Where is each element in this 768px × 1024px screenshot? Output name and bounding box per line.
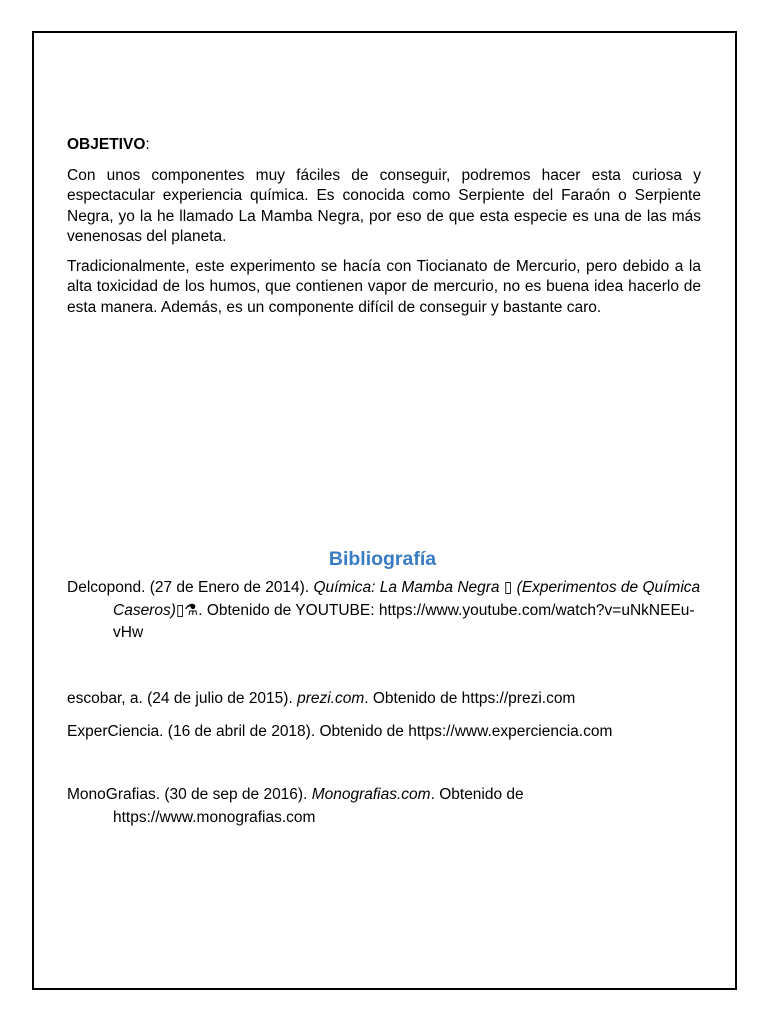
bib-author-date: Delcopond. (27 de Enero de 2014). — [67, 579, 314, 596]
bib-source: . Obtenido de YOUTUBE: https://www.youtube.com/watch?v=uNkNEEu-vHw — [113, 601, 695, 641]
bibliography-entry — [67, 688, 707, 711]
objective-paragraph-2: Tradicionalmente, este experimento se hacía con Tiocianato de Mercurio, pero debido a la alta toxicidad de los humos, que contienen vapor de mercurio, no es buena idea hacerlo de esta manera. Además, es un componente difícil de conseguir y bastante caro. — [67, 257, 701, 316]
objective-paragraph-1: Con unos componentes muy fáciles de conseguir, podremos hacer esta curiosa y espectacular experiencia química. Es conocida como Serpiente del Faraón o Serpiente Negra, yo la he llamado La Mamba Negra, por eso de que esta especie es una de las más venenosas del planeta. — [67, 166, 701, 245]
bib-author-date: MonoGrafias. (30 de sep de 2016). — [67, 786, 312, 803]
bib-title-italic: Monografias.com — [311, 786, 431, 803]
bibliography-entry — [67, 577, 707, 645]
objective-heading — [67, 135, 701, 156]
objective-heading-colon: : — [145, 136, 150, 153]
bib-author-date: escobar, a. (24 de julio de 2015). — [67, 690, 298, 707]
bib-title-italic: Química: La Mamba Negra ▯ (Experimentos de Química Caseros)▯⚗ — [113, 579, 701, 619]
bib-title-italic: prezi.com — [297, 690, 365, 707]
bibliography-title: Bibliografía — [328, 548, 437, 570]
bib-author-date: ExperCiencia. (16 de abril de 2018). Obtenido de https://www.experciencia.com — [67, 723, 613, 740]
bib-source: . Obtenido de https://www.monografias.com — [113, 786, 524, 826]
bibliography-entry — [67, 784, 707, 829]
objective-section — [67, 135, 701, 327]
bib-source: . Obtenido de https://prezi.com — [364, 690, 576, 707]
objective-heading-label: OBJETIVO — [67, 136, 146, 153]
bibliography-entry — [67, 721, 707, 744]
